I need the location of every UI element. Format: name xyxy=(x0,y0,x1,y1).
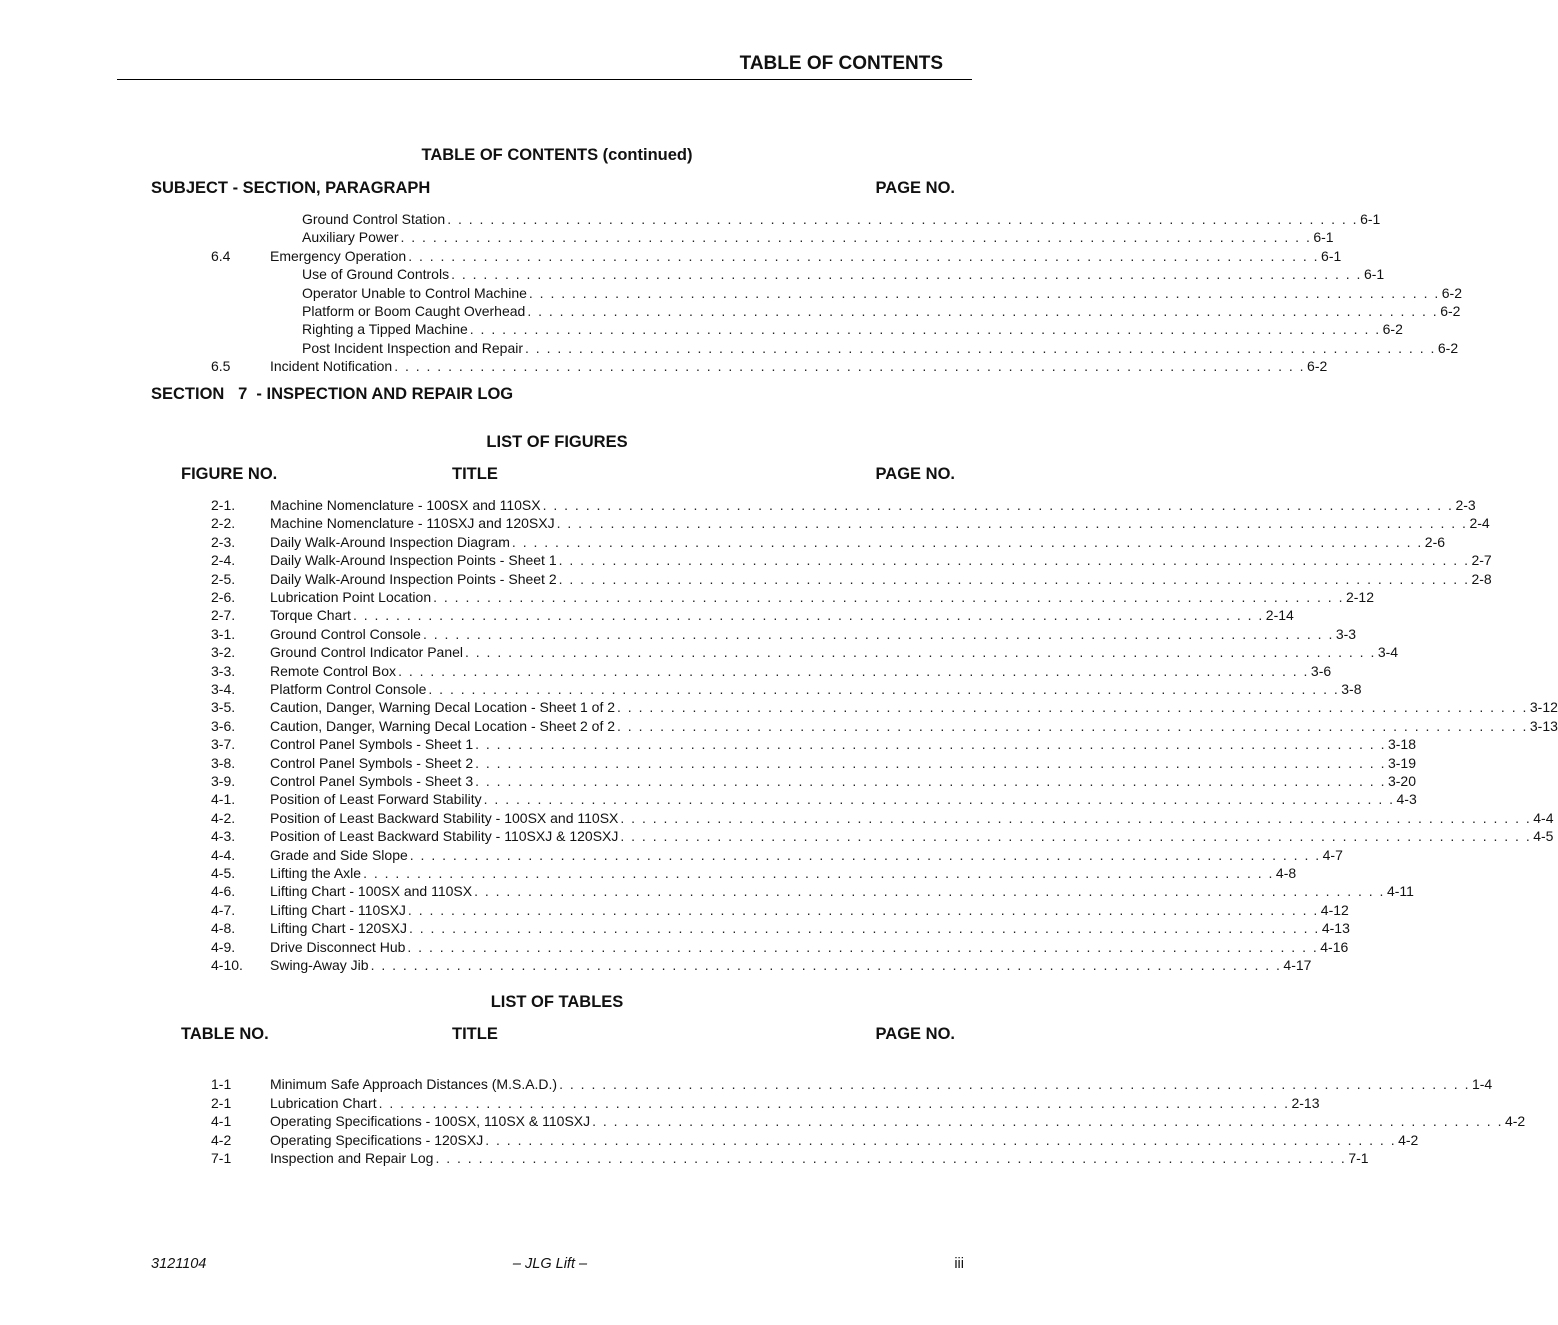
entry-title: Torque Chart xyxy=(270,607,351,624)
entry-number: 7-1 xyxy=(211,1150,232,1167)
dotted-leader: . . . . . . . . . . . . . . . . . . . . . . . . . . . . . . . . . . . . . . . . . . . . . . . . . . . . . . . . . . . . . . . . . . . . . . . . . . . . . . . . . . . . . xyxy=(475,736,1386,753)
toc-entry-row[interactable] xyxy=(0,588,1374,606)
entry-number: 4-6. xyxy=(211,883,236,900)
entry-title: Machine Nomenclature - 100SX and 110SX xyxy=(270,497,541,513)
entry-page-number: 3-3 xyxy=(1335,625,1357,642)
entry-number: 6.4 xyxy=(211,247,231,264)
dotted-leader: . . . . . . . . . . . . . . . . . . . . . . . . . . . . . . . . . . . . . . . . . . . . . . . . . . . . . . . . . . . . . . . . . . . . . . . . . . . . . . . . . . . . . xyxy=(408,920,1320,937)
figures-heading: LIST OF FIGURES xyxy=(486,433,628,451)
entry-title: Control Panel Symbols - Sheet 2 xyxy=(270,754,474,771)
toc-entry-row[interactable] xyxy=(0,551,1492,569)
dotted-leader: . . . . . . . . . . . . . . . . . . . . . . . . . . . . . . . . . . . . . . . . . . . . . . . . . . . . . . . . . . . . . . . . . . . . . . . . . . . . . . . . . . . . . xyxy=(422,625,1334,642)
entry-page-number: 3-19 xyxy=(1387,754,1416,771)
entry-page-number: 4-7 xyxy=(1322,846,1343,863)
toc-section-7[interactable]: SECTION 7 - INSPECTION AND REPAIR LOG xyxy=(151,385,514,403)
entry-number: 2-1 xyxy=(211,1094,232,1111)
figures-col-page: PAGE NO. xyxy=(875,465,955,483)
entry-number: 3-3. xyxy=(211,662,236,679)
tables-col-no: TABLE NO. xyxy=(181,1025,269,1043)
dotted-leader: . . . . . . . . . . . . . . . . . . . . . . . . . . . . . . . . . . . . . . . . . . . . . . . . . . . . . . . . . . . . . . . . . . . . . . . . . . . . . . . . . . . . . xyxy=(447,211,1359,227)
toc-entry-row[interactable] xyxy=(0,846,1343,864)
dotted-leader: . . . . . . . . . . . . . . . . . . . . . . . . . . . . . . . . . . . . . . . . . . . . . . . . . . . . . . . . . . . . . . . . . . . . . . . . . . . . . . . . . . . . . xyxy=(542,497,1454,513)
entry-page-number: 2-13 xyxy=(1291,1094,1320,1111)
entry-page-number: 2-6 xyxy=(1424,533,1446,550)
entry-number: 2-7. xyxy=(211,607,236,624)
entry-number: 2-6. xyxy=(211,589,236,605)
entry-page-number: 6-1 xyxy=(1313,229,1334,246)
entry-title: Lifting the Axle xyxy=(270,865,362,881)
toc-entry-row[interactable] xyxy=(0,1131,1419,1149)
entry-page-number: 4-5 xyxy=(1533,828,1554,845)
toc-entry-row[interactable] xyxy=(0,606,1294,624)
entry-page-number: 4-12 xyxy=(1320,901,1349,918)
entry-number: 4-3. xyxy=(211,828,236,845)
toc-entry-row[interactable] xyxy=(0,809,1554,827)
dotted-leader: . . . . . . . . . . . . . . . . . . . . . . . . . . . . . . . . . . . . . . . . . . . . . . . . . . . . . . . . . . . . . . . . . . . . . . . . . . . . . . . . . . . . . xyxy=(409,846,1321,863)
entry-number: 4-8. xyxy=(211,920,236,937)
entry-title: Control Panel Symbols - Sheet 1 xyxy=(270,736,474,753)
dotted-leader: . . . . . . . . . . . . . . . . . . . . . . . . . . . . . . . . . . . . . . . . . . . . . . . . . . . . . . . . . . . . . . . . . . . . . . . . . . . . . . . . . . . . . xyxy=(407,938,1319,955)
toc-entry-row[interactable] xyxy=(0,228,1334,246)
toc-entry-row[interactable] xyxy=(0,1075,1493,1093)
entry-title: Remote Control Box xyxy=(270,662,397,679)
entry-title: Minimum Safe Approach Distances (M.S.A.D.) xyxy=(270,1076,558,1092)
dotted-leader: . . . . . . . . . . . . . . . . . . . . . . . . . . . . . . . . . . . . . . . . . . . . . . . . . . . . . . . . . . . . . . . . . . . . . . . . . . . . . . . . . . . . . xyxy=(558,552,1470,569)
entry-page-number: 3-8 xyxy=(1341,681,1362,697)
figures-col-no: FIGURE NO. xyxy=(181,465,278,483)
dotted-leader: . . . . . . . . . . . . . . . . . . . . . . . . . . . . . . . . . . . . . . . . . . . . . . . . . . . . . . . . . . . . . . . . . . . . . . . . . . . . . . . . . . . . . xyxy=(617,699,1528,716)
footer-doc-number: 3121104 xyxy=(151,1256,207,1272)
dotted-leader: . . . . . . . . . . . . . . . . . . . . . . . . . . . . . . . . . . . . . . . . . . . . . . . . . . . . . . . . . . . . . . . . . . . . . . . . . . . . . . . . . . . . . xyxy=(592,1113,1503,1130)
entry-number: 4-7. xyxy=(211,901,236,918)
tables-heading: LIST OF TABLES xyxy=(490,993,624,1011)
dotted-leader: . . . . . . . . . . . . . . . . . . . . . . . . . . . . . . . . . . . . . . . . . . . . . . . . . . . . . . . . . . . . . . . . . . . . . . . . . . . . . . . . . . . . . xyxy=(556,515,1468,532)
entry-title: Swing-Away Jib xyxy=(270,957,369,973)
entry-title: Caution, Danger, Warning Decal Location - Sheet 1 of 2 xyxy=(270,699,616,716)
entry-page-number: 6-2 xyxy=(1382,321,1403,338)
entry-title: Daily Walk-Around Inspection Diagram xyxy=(270,533,510,550)
entry-title: Drive Disconnect Hub xyxy=(270,938,406,955)
entry-title: Position of Least Forward Stability xyxy=(270,791,482,808)
entry-page-number: 4-13 xyxy=(1321,920,1350,937)
toc-entry-row[interactable] xyxy=(0,514,1490,532)
entry-title: Grade and Side Slope xyxy=(270,846,408,863)
entry-page-number: 3-20 xyxy=(1387,773,1416,789)
toc-entry-row[interactable] xyxy=(0,570,1492,588)
entry-page-number: 3-12 xyxy=(1529,699,1558,716)
toc-entry-row[interactable] xyxy=(0,717,1558,735)
toc-entry-row[interactable] xyxy=(0,919,1350,937)
dotted-leader: . . . . . . . . . . . . . . . . . . . . . . . . . . . . . . . . . . . . . . . . . . . . . . . . . . . . . . . . . . . . . . . . . . . . . . . . . . . . . . . . . . . . . xyxy=(511,533,1423,550)
dotted-leader: . . . . . . . . . . . . . . . . . . . . . . . . . . . . . . . . . . . . . . . . . . . . . . . . . . . . . . . . . . . . . . . . . . . . . . . . . . . . . . . . . . . . . xyxy=(474,883,1385,900)
entry-title: Emergency Operation xyxy=(270,247,407,264)
entry-page-number: 2-7 xyxy=(1471,552,1492,569)
entry-number: 2-3. xyxy=(211,533,236,550)
dotted-leader: . . . . . . . . . . . . . . . . . . . . . . . . . . . . . . . . . . . . . . . . . . . . . . . . . . . . . . . . . . . . . . . . . . . . . . . . . . . . . . . . . . . . . xyxy=(475,773,1386,789)
toc-entry-row[interactable] xyxy=(0,302,1461,320)
toc-entry-row[interactable] xyxy=(0,901,1349,919)
dotted-leader: . . . . . . . . . . . . . . . . . . . . . . . . . . . . . . . . . . . . . . . . . . . . . . . . . . . . . . . . . . . . . . . . . . . . . . . . . . . . . . . . . . . . . xyxy=(558,570,1470,587)
entry-number: 3-7. xyxy=(211,736,236,753)
entry-title: Platform or Boom Caught Overhead xyxy=(302,303,526,319)
entry-number: 3-5. xyxy=(211,699,236,716)
entry-title: Lubrication Chart xyxy=(270,1094,377,1111)
entry-page-number: 2-12 xyxy=(1345,589,1374,605)
entry-page-number: 3-4 xyxy=(1377,644,1399,661)
dotted-leader: . . . . . . . . . . . . . . . . . . . . . . . . . . . . . . . . . . . . . . . . . . . . . . . . . . . . . . . . . . . . . . . . . . . . . . . . . . . . . . . . . . . . . xyxy=(407,901,1319,918)
dotted-leader: . . . . . . . . . . . . . . . . . . . . . . . . . . . . . . . . . . . . . . . . . . . . . . . . . . . . . . . . . . . . . . . . . . . . . . . . . . . . . . . . . . . . . xyxy=(620,828,1532,845)
entry-title: Operating Specifications - 120SXJ xyxy=(270,1131,484,1148)
entry-title: Control Panel Symbols - Sheet 3 xyxy=(270,773,474,789)
entry-title: Ground Control Indicator Panel xyxy=(270,644,463,661)
entry-page-number: 1-4 xyxy=(1471,1076,1493,1092)
toc-entry-row[interactable] xyxy=(0,754,1416,772)
entry-page-number: 6-1 xyxy=(1360,211,1381,227)
entry-title: Incident Notification xyxy=(270,358,393,375)
entry-page-number: 4-2 xyxy=(1398,1131,1419,1148)
entry-page-number: 4-4 xyxy=(1533,809,1554,826)
entry-number: 3-2. xyxy=(211,644,236,661)
toc-entry-row[interactable] xyxy=(0,533,1446,551)
dotted-leader: . . . . . . . . . . . . . . . . . . . . . . . . . . . . . . . . . . . . . . . . . . . . . . . . . . . . . . . . . . . . . . . . . . . . . . . . . . . . . . . . . . . . . xyxy=(525,339,1436,356)
dotted-leader: . . . . . . . . . . . . . . . . . . . . . . . . . . . . . . . . . . . . . . . . . . . . . . . . . . . . . . . . . . . . . . . . . . . . . . . . . . . . . . . . . . . . . xyxy=(433,589,1344,605)
toc-entry-row[interactable] xyxy=(0,625,1357,643)
toc-col-subject: SUBJECT - SECTION, PARAGRAPH xyxy=(151,179,431,197)
toc-entry-row[interactable] xyxy=(0,662,1332,680)
entry-page-number: 3-13 xyxy=(1529,717,1558,734)
header-rule xyxy=(117,79,972,80)
toc-entry-row[interactable] xyxy=(0,956,1312,974)
entry-page-number: 2-3 xyxy=(1455,497,1476,513)
dotted-leader: . . . . . . . . . . . . . . . . . . . . . . . . . . . . . . . . . . . . . . . . . . . . . . . . . . . . . . . . . . . . . . . . . . . . . . . . . . . . . . . . . . . . . xyxy=(400,229,1312,246)
entry-page-number: 3-18 xyxy=(1387,736,1416,753)
entry-page-number: 6-1 xyxy=(1321,247,1342,264)
entry-page-number: 4-11 xyxy=(1386,883,1414,900)
footer-page-number: iii xyxy=(954,1256,964,1272)
entry-title: Position of Least Backward Stability - 110SXJ & 120SXJ xyxy=(270,828,619,845)
entry-title: Lubrication Point Location xyxy=(270,589,432,605)
entry-number: 3-6. xyxy=(211,717,236,734)
dotted-leader: . . . . . . . . . . . . . . . . . . . . . . . . . . . . . . . . . . . . . . . . . . . . . . . . . . . . . . . . . . . . . . . . . . . . . . . . . . . . . . . . . . . . . xyxy=(475,754,1386,771)
tables-col-title: TITLE xyxy=(452,1025,498,1043)
entry-number: 4-2 xyxy=(211,1131,232,1148)
tables-col-page: PAGE NO. xyxy=(875,1025,955,1043)
toc-entry-row[interactable] xyxy=(0,735,1416,753)
dotted-leader: . . . . . . . . . . . . . . . . . . . . . . . . . . . . . . . . . . . . . . . . . . . . . . . . . . . . . . . . . . . . . . . . . . . . . . . . . . . . . . . . . . . . . xyxy=(617,717,1528,734)
entry-number: 4-1. xyxy=(211,791,236,808)
entry-number: 3-9. xyxy=(211,773,236,789)
entry-title: Lifting Chart - 120SXJ xyxy=(270,920,407,937)
entry-title: Operator Unable to Control Machine xyxy=(302,284,527,301)
toc-col-page: PAGE NO. xyxy=(875,179,955,197)
dotted-leader: . . . . . . . . . . . . . . . . . . . . . . . . . . . . . . . . . . . . . . . . . . . . . . . . . . . . . . . . . . . . . . . . . . . . . . . . . . . . . . . . . . . . . xyxy=(394,358,1306,375)
dotted-leader: . . . . . . . . . . . . . . . . . . . . . . . . . . . . . . . . . . . . . . . . . . . . . . . . . . . . . . . . . . . . . . . . . . . . . . . . . . . . . . . . . . . . . xyxy=(485,1131,1397,1148)
toc-entry-row[interactable] xyxy=(0,265,1385,283)
entry-title: Daily Walk-Around Inspection Points - Sheet 2 xyxy=(270,570,557,587)
dotted-leader: . . . . . . . . . . . . . . . . . . . . . . . . . . . . . . . . . . . . . . . . . . . . . . . . . . . . . . . . . . . . . . . . . . . . . . . . . . . . . . . . . . . . . xyxy=(451,266,1362,283)
toc-entry-row[interactable] xyxy=(0,320,1403,338)
entry-page-number: 4-8 xyxy=(1275,865,1297,881)
entry-title: Position of Least Backward Stability - 100SX and 110SX xyxy=(270,809,619,826)
entry-page-number: 4-17 xyxy=(1283,957,1312,973)
dotted-leader: . . . . . . . . . . . . . . . . . . . . . . . . . . . . . . . . . . . . . . . . . . . . . . . . . . . . . . . . . . . . . . . . . . . . . . . . . . . . . . . . . . . . . xyxy=(435,1150,1347,1167)
toc-entry-row[interactable] xyxy=(0,1094,1320,1112)
entry-title: Daily Walk-Around Inspection Points - Sheet 1 xyxy=(270,552,557,569)
dotted-leader: . . . . . . . . . . . . . . . . . . . . . . . . . . . . . . . . . . . . . . . . . . . . . . . . . . . . . . . . . . . . . . . . . . . . . . . . . . . . . . . . . . . . . xyxy=(469,321,1381,338)
dotted-leader: . . . . . . . . . . . . . . . . . . . . . . . . . . . . . . . . . . . . . . . . . . . . . . . . . . . . . . . . . . . . . . . . . . . . . . . . . . . . . . . . . . . . . xyxy=(428,681,1340,697)
entry-number: 6.5 xyxy=(211,358,231,375)
toc-entry-row[interactable] xyxy=(0,864,1297,882)
toc-entry-row[interactable] xyxy=(0,698,1558,716)
entry-title: Machine Nomenclature - 110SXJ and 120SXJ xyxy=(270,515,555,532)
page-header-title: TABLE OF CONTENTS xyxy=(739,53,943,74)
entry-title: Lifting Chart - 110SXJ xyxy=(270,901,406,918)
entry-title: Ground Control Console xyxy=(270,625,421,642)
dotted-leader: . . . . . . . . . . . . . . . . . . . . . . . . . . . . . . . . . . . . . . . . . . . . . . . . . . . . . . . . . . . . . . . . . . . . . . . . . . . . . . . . . . . . . xyxy=(527,303,1439,319)
entry-title: Post Incident Inspection and Repair xyxy=(302,339,524,356)
entry-number: 3-1. xyxy=(211,625,236,642)
dotted-leader: . . . . . . . . . . . . . . . . . . . . . . . . . . . . . . . . . . . . . . . . . . . . . . . . . . . . . . . . . . . . . . . . . . . . . . . . . . . . . . . . . . . . . xyxy=(352,607,1264,624)
entry-page-number: 4-16 xyxy=(1320,938,1349,955)
toc-entry-row[interactable] xyxy=(0,790,1417,808)
footer-brand: – JLG Lift – xyxy=(512,1256,588,1272)
dotted-leader: . . . . . . . . . . . . . . . . . . . . . . . . . . . . . . . . . . . . . . . . . . . . . . . . . . . . . . . . . . . . . . . . . . . . . . . . . . . . . . . . . . . . . xyxy=(363,865,1274,881)
entry-title: Auxiliary Power xyxy=(302,229,399,246)
entry-number: 2-1. xyxy=(211,497,236,513)
dotted-leader: . . . . . . . . . . . . . . . . . . . . . . . . . . . . . . . . . . . . . . . . . . . . . . . . . . . . . . . . . . . . . . . . . . . . . . . . . . . . . . . . . . . . . xyxy=(559,1076,1470,1092)
toc-entry-row[interactable] xyxy=(0,680,1362,698)
entry-number: 2-4. xyxy=(211,552,236,569)
entry-page-number: 6-2 xyxy=(1441,284,1462,301)
entry-title: Inspection and Repair Log xyxy=(270,1150,434,1167)
entry-number: 3-8. xyxy=(211,754,236,771)
toc-entry-row[interactable] xyxy=(0,1112,1526,1130)
entry-number: 2-2. xyxy=(211,515,236,532)
entry-page-number: 7-1 xyxy=(1348,1150,1369,1167)
entry-number: 4-4. xyxy=(211,846,236,863)
entry-number: 1-1 xyxy=(211,1076,232,1092)
toc-entry-row[interactable] xyxy=(0,247,1342,265)
entry-title: Lifting Chart - 100SX and 110SX xyxy=(270,883,473,900)
toc-entry-row[interactable] xyxy=(0,827,1554,845)
entry-page-number: 3-6 xyxy=(1310,662,1332,679)
dotted-leader: . . . . . . . . . . . . . . . . . . . . . . . . . . . . . . . . . . . . . . . . . . . . . . . . . . . . . . . . . . . . . . . . . . . . . . . . . . . . . . . . . . . . . xyxy=(483,791,1395,808)
entry-page-number: 4-2 xyxy=(1504,1113,1526,1130)
toc-heading: TABLE OF CONTENTS (continued) xyxy=(421,146,693,164)
entry-title: Use of Ground Controls xyxy=(302,266,450,283)
toc-entry-row[interactable] xyxy=(0,1149,1369,1167)
toc-entry-row[interactable] xyxy=(0,938,1349,956)
dotted-leader: . . . . . . . . . . . . . . . . . . . . . . . . . . . . . . . . . . . . . . . . . . . . . . . . . . . . . . . . . . . . . . . . . . . . . . . . . . . . . . . . . . . . . xyxy=(465,644,1376,661)
entry-page-number: 6-2 xyxy=(1440,303,1461,319)
dotted-leader: . . . . . . . . . . . . . . . . . . . . . . . . . . . . . . . . . . . . . . . . . . . . . . . . . . . . . . . . . . . . . . . . . . . . . . . . . . . . . . . . . . . . . xyxy=(398,662,1309,679)
toc-entry-row[interactable] xyxy=(0,210,1381,228)
entry-number: 4-10. xyxy=(211,957,243,973)
entry-title: Caution, Danger, Warning Decal Location - Sheet 2 of 2 xyxy=(270,717,616,734)
figures-col-title: TITLE xyxy=(452,465,498,483)
dotted-leader: . . . . . . . . . . . . . . . . . . . . . . . . . . . . . . . . . . . . . . . . . . . . . . . . . . . . . . . . . . . . . . . . . . . . . . . . . . . . . . . . . . . . . xyxy=(408,247,1320,264)
toc-entry-row[interactable] xyxy=(0,643,1399,661)
entry-number: 4-9. xyxy=(211,938,236,955)
dotted-leader: . . . . . . . . . . . . . . . . . . . . . . . . . . . . . . . . . . . . . . . . . . . . . . . . . . . . . . . . . . . . . . . . . . . . . . . . . . . . . . . . . . . . . xyxy=(620,809,1532,826)
toc-entry-row[interactable] xyxy=(0,772,1416,790)
entry-number: 4-5. xyxy=(211,865,236,881)
toc-entry-row[interactable] xyxy=(0,339,1459,357)
entry-page-number: 6-2 xyxy=(1307,358,1328,375)
dotted-leader: . . . . . . . . . . . . . . . . . . . . . . . . . . . . . . . . . . . . . . . . . . . . . . . . . . . . . . . . . . . . . . . . . . . . . . . . . . . . . . . . . . . . . xyxy=(370,957,1282,973)
entry-number: 4-1 xyxy=(211,1113,232,1130)
dotted-leader: . . . . . . . . . . . . . . . . . . . . . . . . . . . . . . . . . . . . . . . . . . . . . . . . . . . . . . . . . . . . . . . . . . . . . . . . . . . . . . . . . . . . . xyxy=(528,284,1440,301)
toc-entry-row[interactable] xyxy=(0,357,1328,375)
entry-title: Righting a Tipped Machine xyxy=(302,321,468,338)
entry-page-number: 4-3 xyxy=(1396,791,1417,808)
toc-entry-row[interactable] xyxy=(0,284,1462,302)
entry-title: Ground Control Station xyxy=(302,211,446,227)
toc-entry-row[interactable] xyxy=(0,882,1414,900)
toc-entry-row[interactable] xyxy=(0,496,1476,514)
entry-title: Operating Specifications - 100SX, 110SX & 110SXJ xyxy=(270,1113,591,1130)
entry-number: 2-5. xyxy=(211,570,236,587)
entry-page-number: 6-1 xyxy=(1363,266,1385,283)
entry-page-number: 2-8 xyxy=(1471,570,1492,587)
entry-page-number: 2-4 xyxy=(1469,515,1490,532)
entry-page-number: 2-14 xyxy=(1265,607,1294,624)
entry-number: 4-2. xyxy=(211,809,236,826)
entry-number: 3-4. xyxy=(211,681,236,697)
entry-title: Platform Control Console xyxy=(270,681,427,697)
entry-page-number: 6-2 xyxy=(1437,339,1459,356)
dotted-leader: . . . . . . . . . . . . . . . . . . . . . . . . . . . . . . . . . . . . . . . . . . . . . . . . . . . . . . . . . . . . . . . . . . . . . . . . . . . . . . . . . . . . . xyxy=(378,1094,1290,1111)
